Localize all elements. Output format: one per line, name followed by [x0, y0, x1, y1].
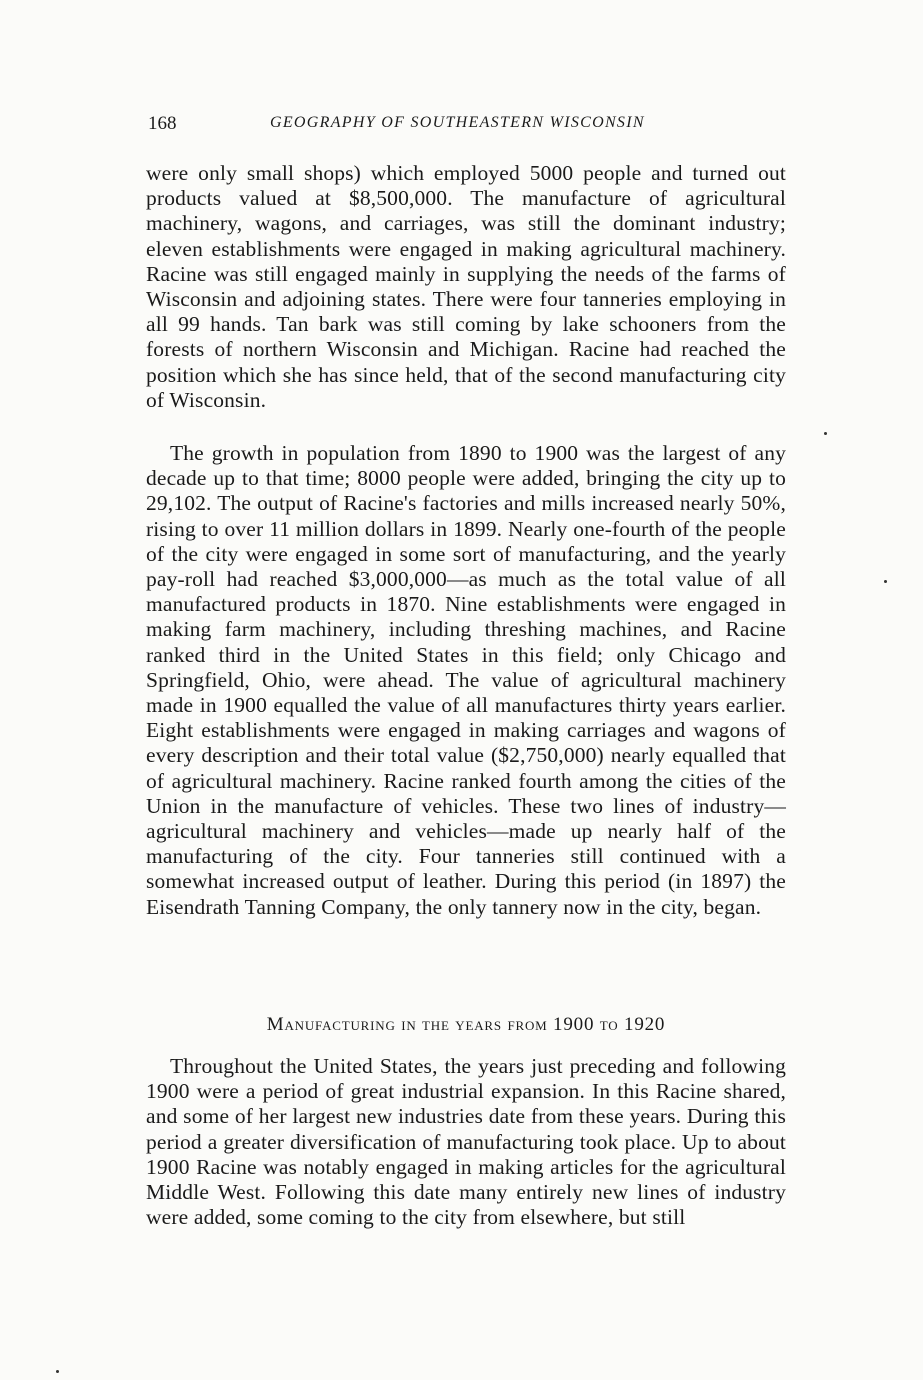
paragraph-industrial-expansion: Throughout the United States, the years just preceding and following 1900 were a period of great industrial expansion. In this Racine shared, and some of her largest new industries date from these years. During this period a greater diversification of manufacturing took place. Up to about 1900 Racine was notably engaged in making articles for the agricultural Middle West. Following this date many entirely new lines of industry were added, some coming to the city from elsewhere, but still — [146, 1054, 786, 1230]
text-block-2 — [146, 441, 786, 920]
section-heading: Manufacturing in the years from 1900 to 1920 — [266, 1014, 666, 1035]
scan-speck — [824, 432, 827, 435]
paragraph-population-growth: The growth in population from 1890 to 1900 was the largest of any decade up to that time; 8000 people were added, bringing the city up to 29,102. The output of Racine's factories and mills increased nearly 50%, rising to over 11 million dollars in 1899. Nearly one-fourth of the people of the city were engaged in some sort of manufacturing, and the yearly pay-roll had reached $3,000,000—as much as the total value of all manufactured products in 1870. Nine establishments were engaged in making farm machinery, including threshing machines, and Racine ranked third in the United States in this field; only Chicago and Springfield, Ohio, were ahead. The value of agricultural machinery made in 1900 equalled the value of all manufactures thirty years earlier. Eight establishments were engaged in making carriages and wagons of every description and their total value ($2,750,000) nearly equalled that of agricultural machinery. Racine ranked fourth among the cities of the Union in the manufacture of vehicles. These two lines of industry—agricultural machinery and vehicles—made up nearly half of the manufacturing of the city. Four tanneries still continued with a somewhat increased output of leather. During this period (in 1897) the Eisendrath Tanning Company, the only tannery now in the city, began. — [146, 441, 786, 919]
scan-speck — [56, 1370, 59, 1373]
running-head — [148, 113, 788, 139]
scan-speck — [884, 580, 887, 583]
paragraph-continued: were only small shops) which employed 5000 people and turned out products valued at $8,500,000. The manufacture of agricultural machinery, wagons, and carriages, was still the dominant industry; eleven establishments were engaged in making agricultural machinery. Racine was still engaged mainly in supplying the needs of the farms of Wisconsin and adjoining states. There were four tanneries employing in all 99 hands. Tan bark was still coming by lake schooners from the forests of northern Wisconsin and Michigan. Racine had reached the position which she has since held, that of the second manufacturing city of Wisconsin. — [146, 161, 786, 412]
page-number: 168 — [148, 113, 177, 134]
running-title: GEOGRAPHY OF SOUTHEASTERN WISCONSIN — [270, 114, 645, 131]
text-block-3 — [146, 1054, 786, 1230]
text-block-1 — [146, 161, 786, 413]
